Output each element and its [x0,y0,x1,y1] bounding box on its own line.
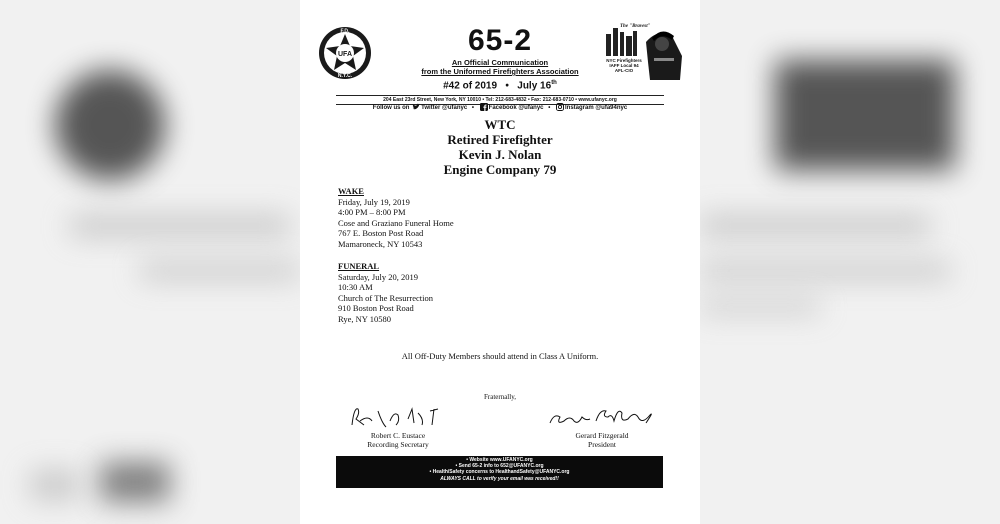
subtitle-line-2: from the Uniformed Firefighters Association [421,67,579,76]
uniform-notice: All Off-Duty Members should attend in Class A Uniform. [401,351,599,361]
memorial-line-name: Kevin J. Nolan [458,147,542,162]
bravest-caption-line: AFL-CIO [614,68,634,73]
bravest-caption-line: NYC Firefighters [606,58,642,63]
issue-number: #42 of 2019 [443,80,498,92]
bravest-caption [602,58,646,73]
memorial-line-company: Engine Company 79 [443,162,557,177]
footer-banner [336,456,663,488]
funeral-time: 10:30 AM [338,282,373,292]
wake-section [338,186,454,249]
memorial-line-wtc: WTC [484,117,516,132]
blurred-background-left [0,0,300,524]
address-line: 204 East 23rd Street, New York, NY 10010 • Tel: 212-683-4832 • Fax: 212-683-0710 • www.ufanyc.org [336,95,664,105]
seal-top-text: F.D. [340,28,350,35]
signer-right-title: President [588,440,616,449]
footer-website-link[interactable]: • Website www.UFANYC.org [466,457,533,463]
letterhead [300,0,700,115]
signer-right-name: Gerard Fitzgerald [575,431,629,440]
signature-block-left [338,403,458,449]
separator: • [548,105,551,111]
instagram-handle-link[interactable]: Instagram @ufa94nyc [564,105,628,111]
footer-safety-email-link[interactable]: • Health/Safety concerns to HealthandSafety@UFANYC.org [429,469,570,476]
facebook-icon [480,103,488,111]
masthead [400,24,600,92]
funeral-street: 910 Boston Post Road [338,303,414,313]
memo-page [300,0,700,524]
signer-left-name: Robert C. Eustace [370,431,426,440]
footer-alert: ALWAYS CALL to verify your email was received!! [440,475,559,482]
bulletin-title: 65-2 [467,24,533,57]
wake-city: Mamaroneck, NY 10543 [338,238,423,249]
funeral-heading: FUNERAL [338,261,380,271]
seal-bottom-text: N.Y.C. [337,73,353,79]
memorial-line-rank: Retired Firefighter [447,132,553,147]
subtitle-line-1: An Official Communication [451,58,549,67]
issue-date: July 16 [517,80,552,92]
instagram-icon [556,103,564,111]
issue-date-suffix: th [551,80,557,86]
bravest-emblem [602,22,686,84]
memorial-heading [400,117,600,177]
signature-fitzgerald [542,403,662,431]
footer-email-link[interactable]: • Send 65-2 info to 652@UFANYC.org [455,463,544,470]
funeral-date: Saturday, July 20, 2019 [338,271,418,282]
seal-center-text: UFA [338,51,352,58]
issue-line [400,77,600,92]
signature-block-right [542,403,662,449]
bravest-title: The "Bravest" [620,24,651,29]
closing-text: Fraternally, [483,393,516,401]
issue-separator: • [505,80,509,92]
separator: • [471,105,474,111]
social-line [336,103,664,113]
wake-street: 767 E. Boston Post Road [338,228,424,238]
twitter-handle-link[interactable]: Twitter @ufanyc [421,105,468,111]
signature-eustace [338,403,458,431]
funeral-venue: Church of The Resurrection [338,292,433,303]
wake-time: 4:00 PM – 8:00 PM [338,207,406,217]
signer-left-title: Recording Secretary [367,440,429,449]
bravest-caption-line: IAFF Local 94 [609,63,639,68]
wake-venue: Cose and Graziano Funeral Home [338,217,454,228]
blurred-background-right [700,0,1000,524]
wake-heading: WAKE [338,186,364,196]
wake-date: Friday, July 19, 2019 [338,196,410,207]
facebook-handle-link[interactable]: Facebook @ufanyc [488,105,544,111]
funeral-city: Rye, NY 10580 [338,313,391,324]
fdny-ufa-seal-icon [318,26,372,80]
skyline-firefighter-icon [602,22,686,84]
twitter-icon [412,103,420,111]
social-prefix: Follow us on [372,105,410,111]
funeral-section [338,261,433,324]
